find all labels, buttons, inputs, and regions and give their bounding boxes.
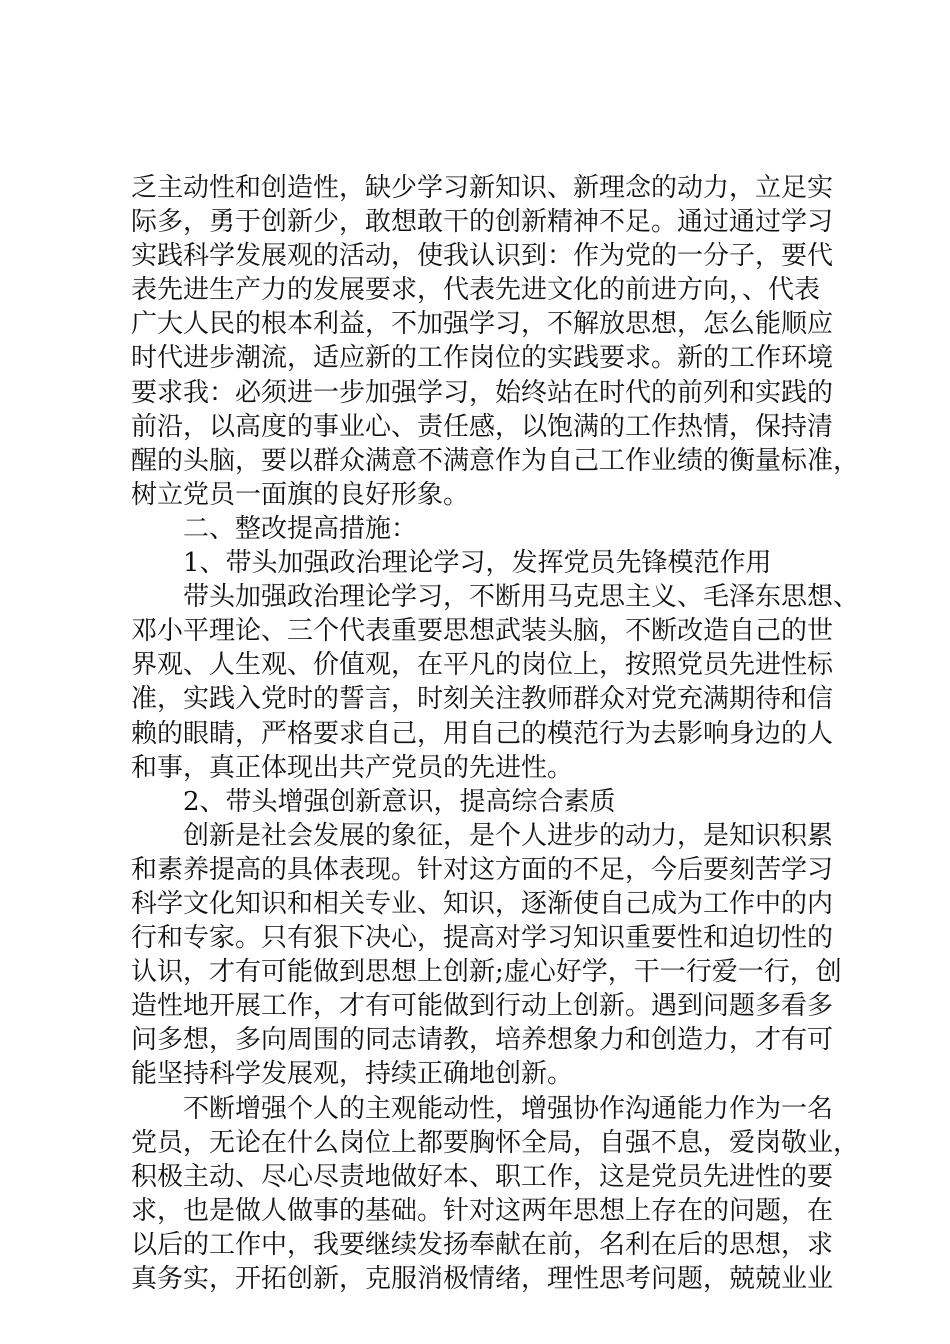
text-line: 不断增强个人的主观能动性，增强协作沟通能力作为一名 [183, 1093, 834, 1124]
text-line: 能坚持科学发展观，持续正确地创新。 [131, 1059, 574, 1090]
text-line: 前沿，以高度的事业心、责任感，以饱满的工作热情，保持清 [131, 411, 834, 442]
text-line: 真务实，开拓创新，克服消极情绪，理性思考问题，兢兢业业 [131, 1264, 834, 1294]
text-line: 问多想，多向周围的同志请教，培养想象力和创造力，才有可 [131, 1025, 834, 1056]
text-line: 求，也是做人做事的基础。针对这两年思想上存在的问题，在 [131, 1195, 834, 1226]
text-line: 界观、人生观、价值观，在平凡的岗位上，按照党员先进性标 [131, 650, 834, 681]
text-line: 1、带头加强政治理论学习，发挥党员先锋模范作用 [183, 548, 772, 579]
text-line: 实践科学发展观的活动，使我认识到：作为党的一分子，要代 [131, 241, 834, 272]
text-line: 和素养提高的具体表现。针对这方面的不足，今后要刻苦学习 [131, 854, 834, 885]
text-line: 以后的工作中，我要继续发扬奉献在前，名利在后的思想，求 [131, 1229, 834, 1260]
text-line: 赖的眼睛，严格要求自己，用自己的模范行为去影响身边的人 [131, 718, 834, 749]
text-line: 二、整改提高措施： [183, 513, 418, 544]
text-line: 树立党员一面旗的良好形象。 [131, 479, 470, 510]
text-line: 醒的头脑，要以群众满意不满意作为自己工作业绩的衡量标准， [131, 445, 860, 476]
text-line: 党员，无论在什么岗位上都要胸怀全局，自强不息，爱岗敬业， [131, 1127, 860, 1158]
text-line: 表先进生产力的发展要求，代表先进文化的前进方向，、代表 [131, 275, 821, 306]
text-line: 积极主动、尽心尽责地做好本、职工作，这是党员先进性的要 [131, 1161, 834, 1192]
text-line: 行和专家。只有狠下决心，提高对学习知识重要性和迫切性的 [131, 923, 834, 954]
text-line: 时代进步潮流，适应新的工作岗位的实践要求。新的工作环境 [131, 343, 834, 374]
text-line: 和事，真正体现出共产党员的先进性。 [131, 752, 574, 783]
text-line: 际多，勇于创新少，敢想敢干的创新精神不足。通过通过学习 [131, 207, 834, 238]
text-line: 准，实践入党时的誓言，时刻关注教师群众对党充满期待和信 [131, 684, 834, 715]
text-line: 认识，才有可能做到思想上创新;虚心好学，干一行爱一行，创 [131, 957, 842, 988]
text-line: 乏主动性和创造性，缺少学习新知识、新理念的动力，立足实 [131, 173, 834, 203]
text-line: 科学文化知识和相关专业、知识，逐渐使自己成为工作中的内 [131, 888, 834, 919]
text-line: 2、带头增强创新意识，提高综合素质 [183, 786, 616, 817]
document-body [131, 171, 860, 1296]
text-line: 造性地开展工作，才有可能做到行动上创新。遇到问题多看多 [131, 991, 834, 1022]
text-line: 邓小平理论、三个代表重要思想武装头脑，不断改造自己的世 [131, 616, 834, 647]
text-line: 带头加强政治理论学习，不断用马克思主义、毛泽东思想、 [183, 582, 860, 613]
text-line: 广大人民的根本利益，不加强学习，不解放思想，怎么能顺应 [131, 309, 834, 340]
text-line: 要求我：必须进一步加强学习，始终站在时代的前列和实践的 [131, 377, 834, 408]
text-line: 创新是社会发展的象征，是个人进步的动力，是知识积累 [183, 820, 834, 851]
